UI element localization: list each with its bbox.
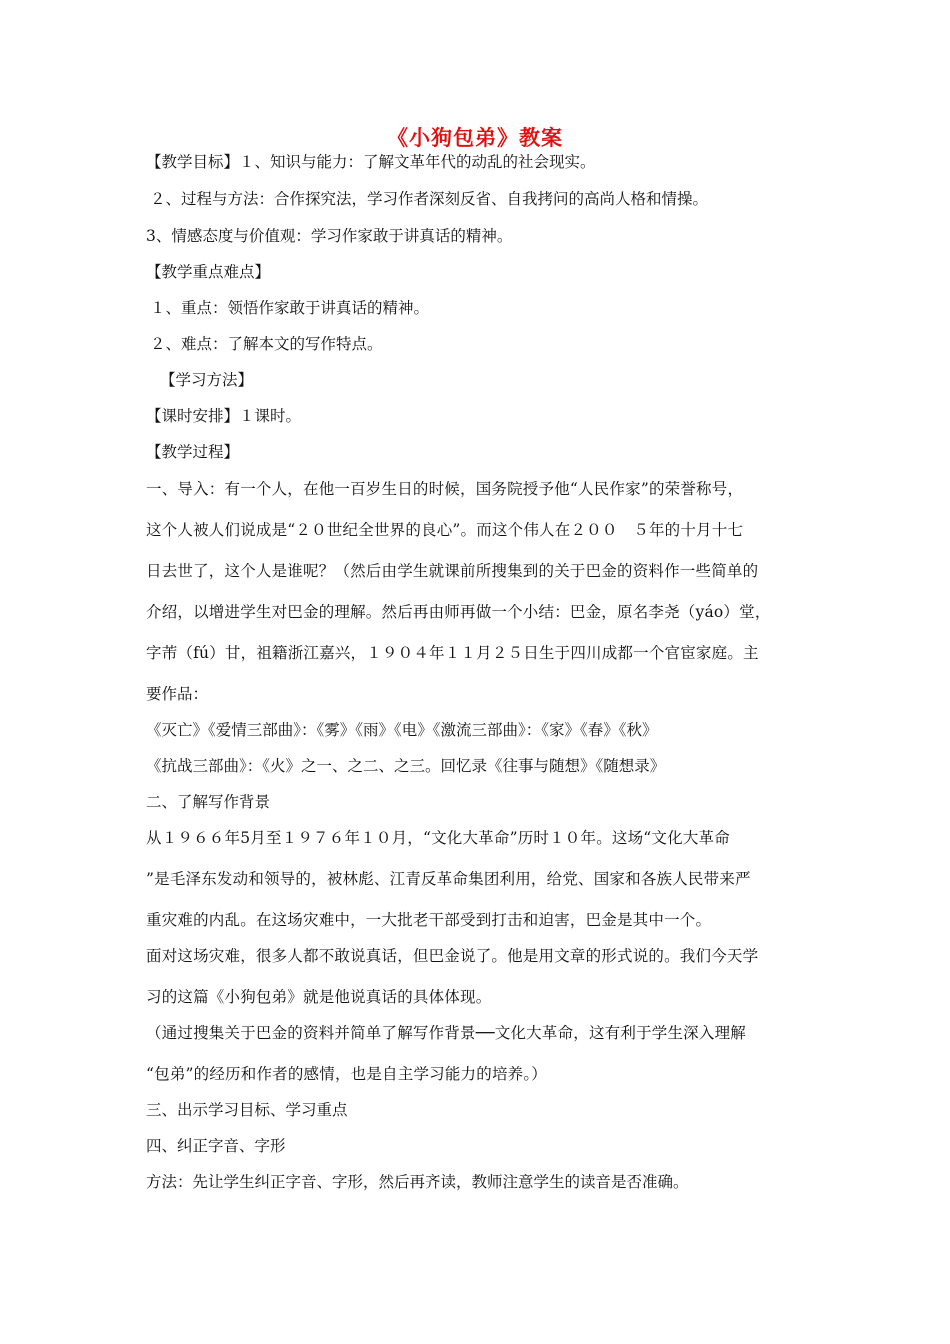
- works-line-2: 《抗战三部曲》：《火》之一、之二、之三。回忆录《往事与随想》《随想录》: [146, 757, 666, 775]
- background-note-2: “包弟”的经历和作者的感情，也是自主学习能力的培养。）: [146, 1065, 547, 1083]
- method-heading: 【学习方法】: [160, 371, 254, 389]
- section-four-method: 方法：先让学生纠正字音、字形，然后再齐读，教师注意学生的读音是否准确。: [146, 1173, 689, 1191]
- key-points-heading: 【教学重点难点】: [146, 263, 271, 281]
- key-point-2: ２、难点：了解本文的写作特点。: [150, 335, 383, 353]
- key-point-1: １、重点：领悟作家敢于讲真话的精神。: [150, 299, 430, 317]
- objectives-line-2: ２、过程与方法：合作探究法，学习作者深刻反省、自我拷问的高尚人格和情操。: [150, 190, 709, 208]
- background-line-1: 从１９６６年5月至１９７６年１０月，“文化大革命”历时１０年。这场“文化大革命: [146, 829, 730, 847]
- intro-line-1: 一、导入：有一个人，在他一百岁生日的时候，国务院授予他“人民作家”的荣誉称号，: [146, 480, 744, 498]
- background-line-2: ”是毛泽东发动和领导的，被林彪、江青反革命集团利用，给党、国家和各族人民带来严: [146, 870, 751, 888]
- objectives-line-1: 【教学目标】１、知识与能力：了解文革年代的动乱的社会现实。: [146, 153, 596, 171]
- works-line-1: 《灭亡》《爱情三部曲》：《雾》《雨》《电》《激流三部曲》：《家》《春》《秋》: [146, 721, 658, 739]
- intro-line-5: 字芾（fú）甘，祖籍浙江嘉兴，１９０４年１１月２５日生于四川成都一个官宦家庭。主: [146, 644, 759, 662]
- background-line-5: 习的这篇《小狗包弟》就是他说真话的具体体现。: [146, 988, 492, 1006]
- intro-line-6: 要作品：: [146, 685, 209, 703]
- intro-line-2: 这个人被人们说成是“２０世纪全世界的良心”。而这个伟人在２００ ５年的十月十七: [146, 521, 744, 539]
- objectives-line-3: 3、情感态度与价值观：学习作家敢于讲真话的精神。: [146, 227, 513, 245]
- process-heading: 【教学过程】: [146, 443, 240, 461]
- background-line-3: 重灾难的内乱。在这场灾难中，一大批老干部受到打击和迫害，巴金是其中一个。: [146, 911, 712, 929]
- section-three-heading: 三、出示学习目标、学习重点: [146, 1101, 348, 1119]
- section-four-heading: 四、纠正字音、字形: [146, 1137, 286, 1155]
- intro-line-3: 日去世了，这个人是谁呢？（然后由学生就课前所搜集到的关于巴金的资料作一些简单的: [146, 562, 759, 580]
- schedule-line: 【课时安排】１课时。: [146, 407, 302, 425]
- background-heading: 二、了解写作背景: [146, 793, 271, 811]
- intro-line-4: 介绍，以增进学生对巴金的理解。然后再由师再做一个小结：巴金，原名李尧（yáo）堂，: [146, 603, 771, 621]
- document-title: 《小狗包弟》教案: [387, 125, 563, 150]
- background-note-1: （通过搜集关于巴金的资料并简单了解写作背景──文化大革命，这有利于学生深入理解: [146, 1024, 746, 1042]
- background-line-4: 面对这场灾难，很多人都不敢说真话，但巴金说了。他是用文章的形式说的。我们今天学: [146, 947, 759, 965]
